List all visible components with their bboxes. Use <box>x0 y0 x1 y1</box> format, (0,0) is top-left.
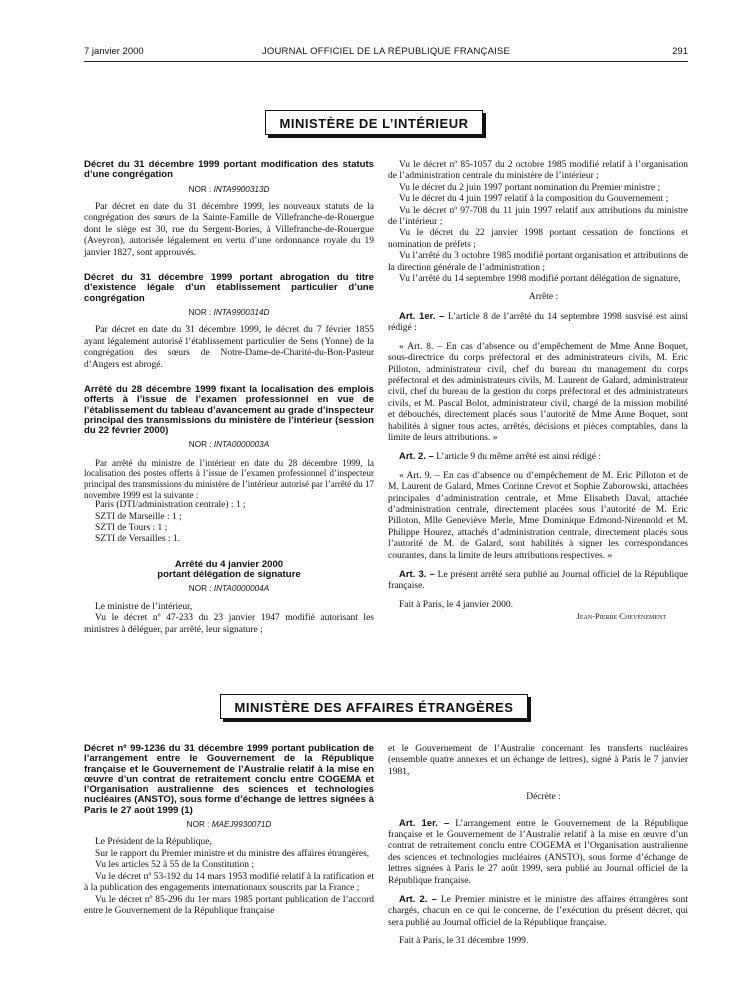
arrete-2-text: Vu le décret nº 47-233 du 23 janvier 1947 modifié autorisant les ministres à déléguer, par arrêté, leur signature ; <box>84 613 374 635</box>
paragraph: Vu le décret nº 85-296 du 1er mars 1985 portant publication de l’accord entre le Gouvernement de la République française <box>84 894 374 916</box>
bottom-left-column <box>84 744 374 917</box>
arrete-1-text: Par arrêté du ministre de l’intérieur en date du 28 décembre 1999, la localisation des postes offerts à l’issue de l’examen professionnel d’inspecteur principal des transmissions du ministère de l’intérieur autorisé par l’arrêté du 17 novembre 1999 est la suivante : <box>84 457 374 500</box>
paragraph: et le Gouvernement de l’Australie concernant les transferts nucléaires (ensemble quatre annexes et un échange de lettres), signé à Paris le 7 janvier 1981, <box>388 744 688 777</box>
page-header <box>84 46 688 60</box>
decret-1-nor: NOR : INTA9900313D <box>188 184 270 194</box>
decret-99-1236-nor: NOR : MAEJ9930071D <box>186 820 272 830</box>
ministry-heading-wrap <box>0 110 748 135</box>
decrete-word: Décrète : <box>526 792 561 803</box>
article-9-text: « Art. 9. – En cas d’absence ou d’empêchement de M. Eric Pilloton et de M. Laurent de Galard, Mmes Corinne Crevot et Sophie Zaborowski, attachées principales d’administration centrale, et Mme Elisabeth Daval, attachée d’administration centrale, directement placées sous l’autorité de M. Eric Pilloton, Mlle Geneviève Merle, Mme Dominique Edmond-Nirennold et M. Philippe Hourez, attachés d’administration centrale, directement placés sous l’autorité de M. de Galard, sont habilités à signer les correspondances courantes, dans la limite de leurs attributions respectives. » <box>388 470 688 561</box>
arrete-2-text: Le ministre de l’intérieur, <box>95 601 193 612</box>
paragraph: Sur le rapport du Premier ministre et du ministre des affaires étrangères, <box>95 848 370 859</box>
visa: Vu l’arrêté du 14 septembre 1998 modifié portant délégation de signature, <box>399 274 681 285</box>
paragraph: Vu le décret nº 53-192 du 14 mars 1953 modifié relatif à la ratification et à la publication des engagements internationaux souscrits par la France ; <box>84 871 374 894</box>
decret-2-text: Par décret en date du 31 décembre 1999, le décret du 7 février 1855 ayant légalement autorisé l’établissement particulier de Sens (Yonne) de la congrégation des sœurs de Notre-Dame-de-Charité-du-Bon-Pasteur d’Angers est abrogé. <box>84 325 374 370</box>
fait-a-paris: Fait à Paris, le 31 décembre 1999. <box>399 936 529 947</box>
article-1: Art. 1er. – L’article 8 de l’arrêté du 14 septembre 1998 susvisé est ainsi rédigé : <box>388 310 688 334</box>
paragraph: Le Président de la République, <box>95 837 212 848</box>
visa: Vu le décret du 4 juin 1997 relatif à la composition du Gouvernement ; <box>399 194 669 205</box>
header-rule <box>84 61 688 62</box>
arrete-2-title-line-1: Arrêté du 4 janvier 2000 <box>174 558 284 570</box>
visa: Vu le décret nº 85-1057 du 2 octobre 1985 modifié relatif à l’organisation de l’administration centrale du ministère de l’intérieur ; <box>388 160 688 182</box>
decret-99-1236-title: Décret nº 99-1236 du 31 décembre 1999 portant publication de l’arrangement entre le Gouvernement de la République française et le Gouvernement de l’Australie relatif à la mise en œuvre d’un contrat de retraitement conclu entre COGEMA et l’Organisation australienne des sciences et technologies nucléaires (ANSTO), sous forme d’échange de lettres signées à Paris le 27 août 1999 (1) <box>84 743 374 816</box>
arrete-2-title-line-2: portant délégation de signature <box>157 569 301 581</box>
article-3: Art. 3. – Le présent arrêté sera publié au Journal officiel de la République française. <box>388 569 688 592</box>
left-column <box>84 160 374 636</box>
arrete-1-list-item: SZTI de Marseille : 1 ; <box>95 511 182 522</box>
visa: Vu le décret du 22 janvier 1998 portant cessation de fonctions et nomination de préfets ; <box>388 228 688 250</box>
bottom-right-column <box>388 744 688 948</box>
paragraph: Vu les articles 52 à 55 de la Constitution ; <box>95 860 255 871</box>
article-8-text: « Art. 8. – En cas d’absence ou d’empêchement de Mme Anne Boquet, sous-directrice du corps préfectoral et des administrateurs civils, M. Eric Pilloton, administrateur civil, chef du bureau du management du corps préfectoral et des administrateurs civils, M. Laurent de Galard, administrateur civil, chef du bureau de la gestion du corps préfectoral et des administrateurs civils, et M. Pascal Bolot, administrateur civil, chargé de la mission mobilité et débouchés, directement placés sous l’autorité de Mme Anne Boquet, sont habilités à signer tous actes, arrêtés, décisions et pièces comptables, dans la limite de leurs attributions. » <box>388 341 688 443</box>
arrete-2-nor: NOR : INTA0000004A <box>188 584 270 594</box>
visa: Vu le décret nº 97-708 du 11 juin 1997 relatif aux attributions du ministre de l’intérieur ; <box>388 205 688 228</box>
fait-a-paris: Fait à Paris, le 4 janvier 2000. <box>399 599 513 610</box>
visa: Vu l’arrêté du 3 octobre 1985 modifié portant organisation et attributions de la direction générale de l’administration ; <box>388 251 688 273</box>
header-date: 7 janvier 2000 <box>84 46 144 57</box>
ministry-affaires-heading: MINISTÈRE DES AFFAIRES ÉTRANGÈRES <box>220 694 529 719</box>
arrete-word: Arrête : <box>528 292 559 303</box>
arrete-1-list-item: Paris (DTI/administration centrale) : 1 ; <box>95 500 246 511</box>
decret-2-nor: NOR : INTA9900314D <box>188 307 270 317</box>
right-column <box>388 160 688 623</box>
journal-title: JOURNAL OFFICIEL DE LA RÉPUBLIQUE FRANÇAISE <box>261 46 511 57</box>
page-number: 291 <box>672 46 688 57</box>
signature: Jean-Pierre Chevènement <box>576 611 666 622</box>
article-2: Art. 2. – Le Premier ministre et le ministre des affaires étrangères sont chargés, chacun en ce qui le concerne, de l’exécution du présent décret, qui sera publié au Journal officiel de la République française. <box>388 894 688 928</box>
decret-1-text: Par décret en date du 31 décembre 1999, les nouveaux statuts de la congrégation des sœurs de la Sainte-Famille de Villefranche-de-Rouergue dont le siège est 30, rue du Sergent-Bories, à Villefranche-de-Rouergue (Aveyron), autorisée légalement en vertu d’une ordonnance royale du 19 janvier 1827, sont approuvés. <box>84 202 374 258</box>
arrete-1-nor: NOR : INTA0000003A <box>188 440 270 450</box>
article-1: Art. 1er. – L’arrangement entre le Gouvernement de la République française et le Gouvernement de l’Australie relatif à la mise en œuvre d’un contrat de retraitement conclu entre COGEMA et l’Organisation australienne des sciences et technologies nucléaires (ANSTO), sous forme d’échange de lettres signées à Paris le 27 août 1999, sera publié au Journal officiel de la République française. <box>388 817 689 886</box>
decret-1-title: Décret du 31 décembre 1999 portant modification des statuts d’une congrégation <box>84 159 374 181</box>
ministry-heading-wrap <box>0 694 748 719</box>
ministry-interieur-heading: MINISTÈRE DE L’INTÉRIEUR <box>265 110 484 135</box>
arrete-1-title: Arrêté du 28 décembre 1999 fixant la localisation des emplois offerts à l’issue de l’examen professionnel en vue de l’établissement du tableau d’avancement au grade d’inspecteur principal des transmissions du ministère de l’intérieur (session du 22 février 2000) <box>84 383 374 437</box>
visa: Vu le décret du 2 juin 1997 portant nomination du Premier ministre ; <box>399 182 661 193</box>
article-2: Art. 2. – L’article 9 du même arrêté est ainsi rédigé : <box>399 451 602 463</box>
arrete-1-list-item: SZTI de Versailles : 1. <box>95 534 181 545</box>
arrete-1-list-item: SZTI de Tours : 1 ; <box>95 523 168 534</box>
decret-2-title: Décret du 31 décembre 1999 portant abrogation du titre d’existence légale d’un établissement particulier d’une congrégation <box>84 272 374 304</box>
